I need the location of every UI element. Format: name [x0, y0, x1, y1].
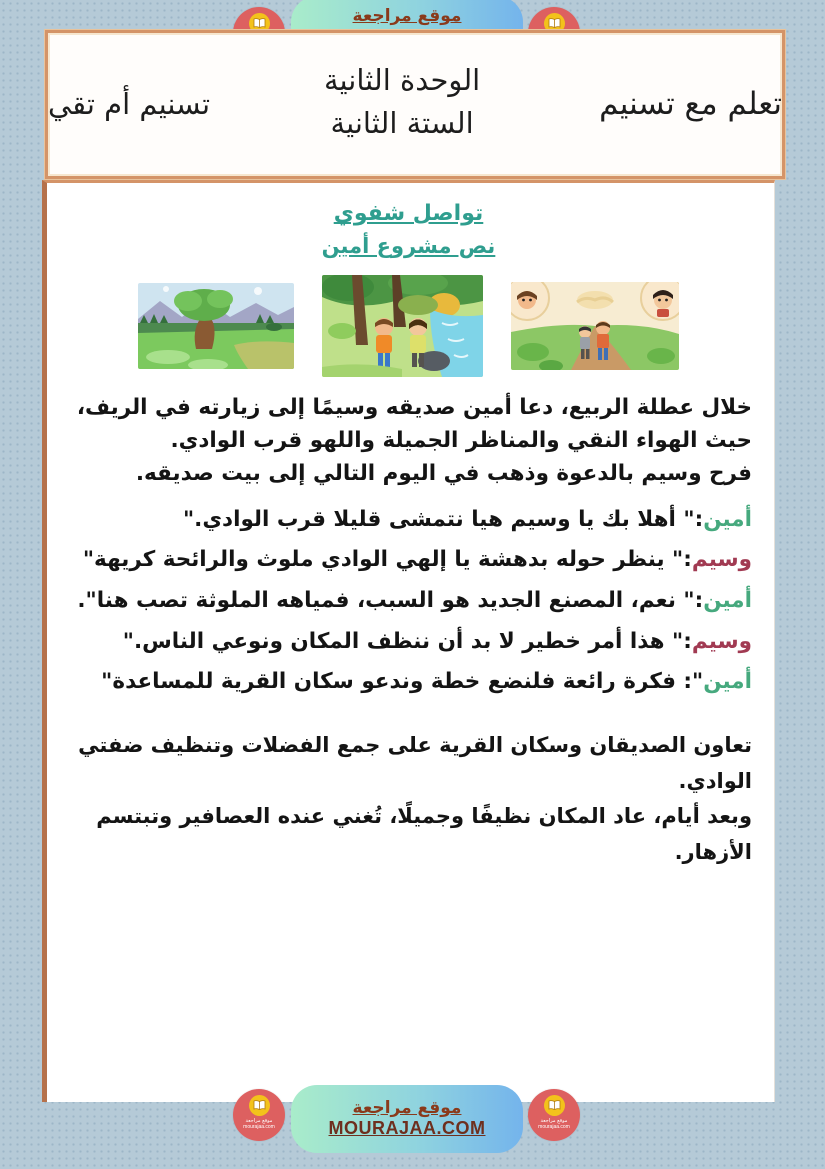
dialogue-line [65, 663, 752, 702]
speaker-wasim: وسيم [691, 547, 752, 573]
speaker-amin: أمين [703, 587, 752, 613]
header-box [45, 30, 785, 179]
site-domain-link[interactable]: MOURAJAA.COM [328, 1118, 486, 1139]
dialogue-text: :" نعم، المصنع الجديد هو السبب، فمياهه الملوثة تصب هنا". [77, 587, 704, 613]
dialogue-text: :" أهلا بك يا وسيم هيا نتمشى قليلا قرب الوادي." [182, 506, 704, 532]
conclusion-line-1: تعاون الصديقان وسكان القرية على جمع الفضلات وتنظيف ضفتي الوادي. [78, 732, 752, 793]
intro-paragraph [65, 391, 752, 491]
dialogue-text: ": فكرة رائعة فلنضع خطة وندعو سكان القرية للمساعدة" [101, 669, 704, 695]
site-link-pill[interactable] [291, 1085, 523, 1153]
badge-site-name: موقع مراجعة [540, 1118, 568, 1124]
open-book-icon [253, 1100, 266, 1111]
lesson-content-box [42, 180, 775, 1102]
kids-by-river-illustration [322, 275, 483, 377]
dialogue-line [65, 541, 752, 580]
intro-line-2: فرح وسيم بالدعوة وذهب في اليوم التالي إلى بيت صديقه. [135, 461, 752, 487]
book-icon [249, 1095, 270, 1116]
brand-label: تعلم مع تسنيم [599, 86, 782, 123]
site-badge [528, 1089, 580, 1141]
unit-line2: الستة الثانية [330, 105, 474, 140]
site-badge [233, 1089, 285, 1141]
dialogue-line [65, 623, 752, 662]
book-icon [544, 1095, 565, 1116]
lesson-title: تواصل شفوي [333, 201, 484, 226]
dialogue-block [65, 501, 752, 702]
unit-line1: الوحدة الثانية [323, 63, 481, 98]
open-book-icon [548, 1100, 561, 1111]
unit-label [324, 59, 480, 143]
open-book-icon [548, 18, 561, 29]
lesson-subtitle: نص مشروع أمين [321, 234, 496, 259]
speaker-amin: أمين [703, 669, 752, 695]
bottom-banner [0, 1083, 825, 1169]
speaker-wasim: وسيم [691, 628, 752, 654]
site-name-link[interactable]: موقع مراجعة [352, 5, 462, 26]
kids-walking-path-illustration [511, 282, 679, 370]
site-name-link[interactable]: موقع مراجعة [352, 1097, 462, 1118]
open-book-icon [253, 18, 266, 29]
illustrations-row [65, 275, 752, 377]
conclusion-paragraph [65, 728, 752, 871]
dialogue-text: :" ينظر حوله بدهشة يا إلهي الوادي ملوث والرائحة كريهة" [82, 547, 692, 573]
badge-caption [243, 1118, 275, 1130]
dialogue-line [65, 501, 752, 540]
student-name: تسنيم أم تقي [48, 87, 211, 122]
countryside-landscape-illustration [138, 283, 294, 369]
dialogue-line [65, 582, 752, 621]
intro-line-1: خلال عطلة الربيع، دعا أمين صديقه وسيمًا إلى زيارته في الريف، حيث الهواء النقي والمناظر الجميلة واللهو قرب الوادي. [76, 394, 752, 453]
conclusion-line-2: وبعد أيام، عاد المكان نظيفًا وجميلًا، تُغني عنده العصافير وتبتسم الأزهار. [96, 804, 752, 865]
badge-site-name: موقع مراجعة [245, 1118, 273, 1124]
speaker-amin: أمين [703, 506, 752, 532]
badge-caption [538, 1118, 570, 1130]
badge-site-domain: mourajaa.com [538, 1124, 570, 1130]
badge-site-domain: mourajaa.com [243, 1124, 275, 1130]
dialogue-text: :" هذا أمر خطير لا بد أن ننظف المكان ونوعي الناس." [122, 628, 692, 654]
